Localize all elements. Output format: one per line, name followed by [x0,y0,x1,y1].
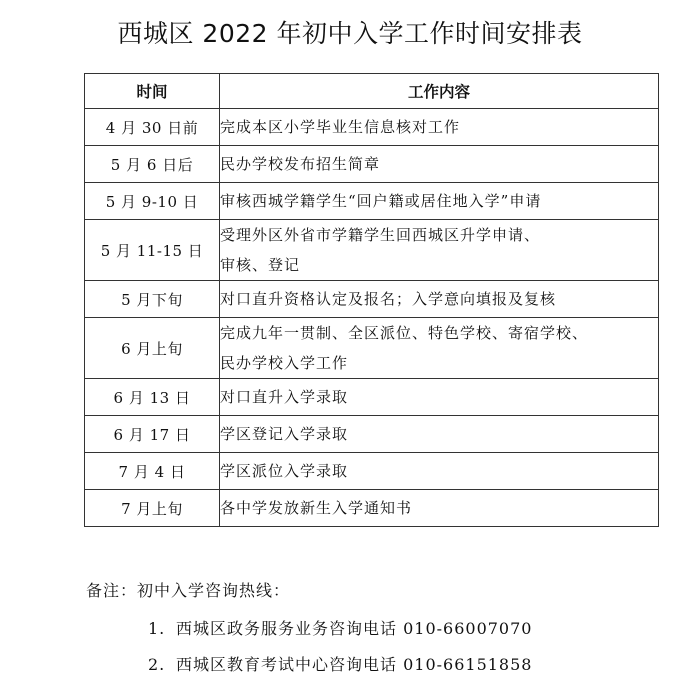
row-content [220,490,659,527]
note-item [86,611,686,647]
row-content [220,318,659,379]
content-line: 民办学校发布招生简章 [220,155,381,173]
row-content [220,146,659,183]
row-time: 5 月 11-15 日 [85,220,220,281]
note-item [86,647,686,683]
header-time: 时间 [85,74,220,109]
content-line: 完成本区小学毕业生信息核对工作 [220,118,461,136]
table-row [85,146,659,183]
table-row [85,183,659,220]
table-row [85,379,659,416]
content-line: 完成九年一贯制、全区派位、特色学校、寄宿学校、 [220,324,589,342]
page-title: 西城区 2022 年初中入学工作时间安排表 [117,19,583,48]
note-text: 西城区教育考试中心咨询电话 010-66151858 [176,655,533,674]
table-row [85,490,659,527]
schedule-table [84,73,659,527]
row-time: 7 月上旬 [85,490,220,527]
row-content [220,379,659,416]
row-content [220,183,659,220]
row-time: 7 月 4 日 [85,453,220,490]
note-number: 1. [148,619,166,638]
table-row [85,109,659,146]
table-row [85,220,659,281]
row-time: 6 月上旬 [85,318,220,379]
row-content [220,416,659,453]
row-time: 6 月 17 日 [85,416,220,453]
row-time: 4 月 30 日前 [85,109,220,146]
row-content [220,220,659,281]
content-line: 对口直升资格认定及报名；入学意向填报及复核 [220,290,557,308]
table-header-row [85,74,659,109]
content-line: 审核、登记 [220,256,301,274]
table-row [85,416,659,453]
row-time: 6 月 13 日 [85,379,220,416]
row-content [220,109,659,146]
content-line: 民办学校入学工作 [220,354,349,372]
note-text: 西城区政务服务业务咨询电话 010-66007070 [176,619,533,638]
table-row [85,281,659,318]
content-line: 受理外区外省市学籍学生回西城区升学申请、 [220,226,541,244]
notes-heading: 备注：初中入学咨询热线： [86,581,291,600]
content-line: 学区派位入学录取 [220,462,349,480]
content-line: 审核西城学籍学生“回户籍或居住地入学”申请 [220,192,542,210]
row-time: 5 月 6 日后 [85,146,220,183]
row-time: 5 月下旬 [85,281,220,318]
table-row [85,318,659,379]
note-number: 2. [148,655,166,674]
table-row [85,453,659,490]
row-time: 5 月 9-10 日 [85,183,220,220]
notes-section [86,577,686,683]
row-content [220,281,659,318]
content-line: 学区登记入学录取 [220,425,349,443]
row-content [220,453,659,490]
header-content: 工作内容 [220,74,659,109]
content-line: 对口直升入学录取 [220,388,349,406]
content-line: 各中学发放新生入学通知书 [220,499,413,517]
